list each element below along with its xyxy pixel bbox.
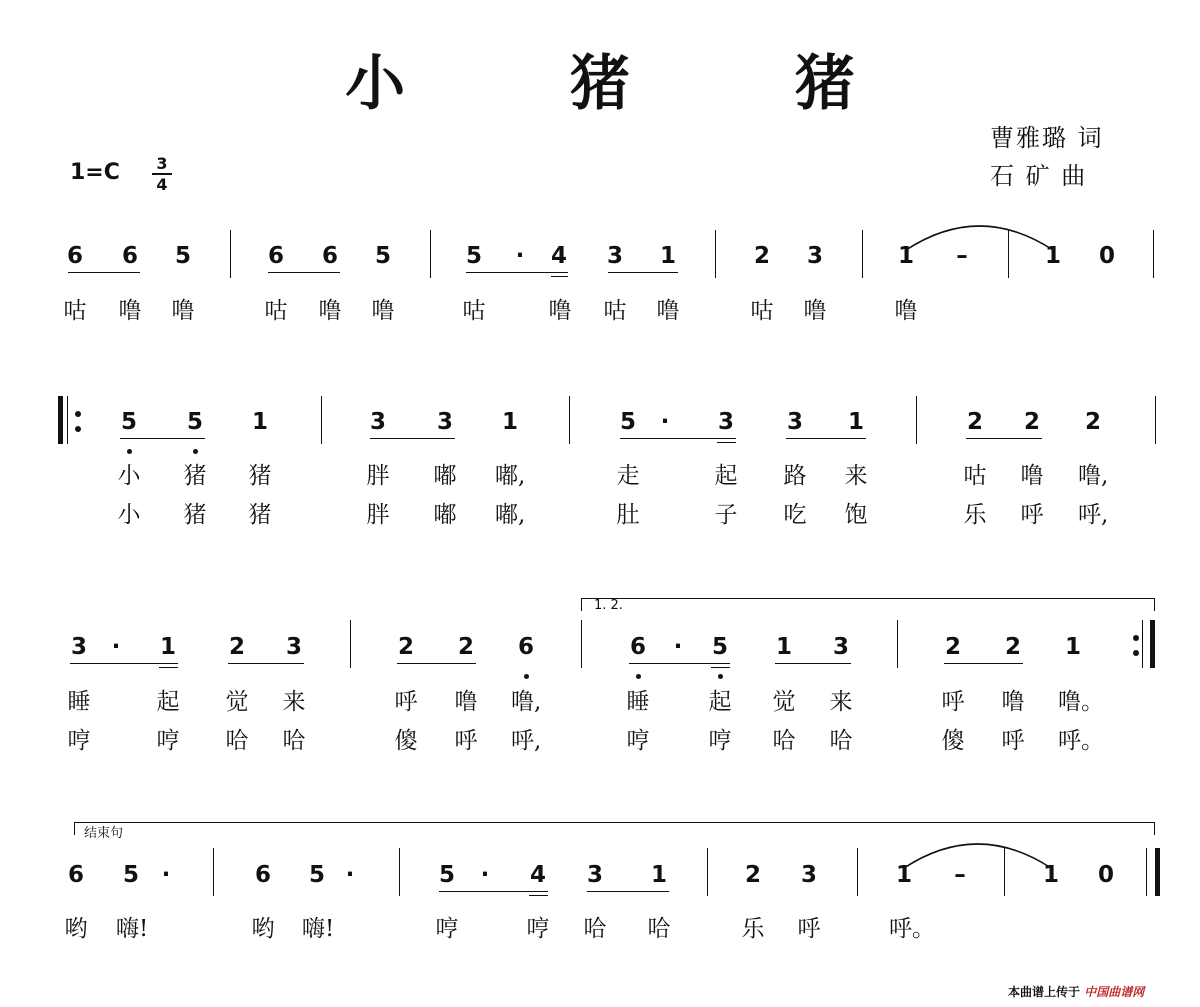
note: 4 (529, 862, 546, 888)
lyric-syllable: 哈 (282, 728, 306, 754)
note: 3 (717, 409, 734, 435)
low-octave-dot (524, 674, 529, 679)
eighth-underline (70, 663, 178, 664)
lyricist-credit: 曹雅璐 词 (990, 124, 1104, 152)
note: 5 (120, 409, 137, 435)
note: 6 (517, 634, 534, 660)
lyric-syllable: 噜, (1078, 463, 1109, 489)
lyric-syllable: 饱 (844, 502, 868, 528)
lyric-syllable: 哈 (583, 916, 607, 942)
note: 3 (586, 862, 603, 888)
low-octave-dot (193, 449, 198, 454)
lyric-syllable: 路 (783, 463, 807, 489)
repeat-dot (1133, 635, 1139, 641)
lyric-syllable: 觉 (772, 689, 796, 715)
end-barline (1153, 230, 1154, 278)
lyric-syllable: 噜 (171, 298, 195, 324)
lyric-syllable: 起 (714, 463, 738, 489)
barline (1004, 848, 1005, 896)
note: · (345, 862, 355, 888)
sixteenth-underline (529, 895, 548, 896)
note: 3 (786, 409, 803, 435)
lyric-syllable: 哼 (435, 916, 459, 942)
lyric-syllable: 子 (714, 502, 738, 528)
lyric-syllable: 睡 (67, 689, 91, 715)
sixteenth-underline (711, 667, 730, 668)
note: · (515, 243, 525, 269)
repeat-end-thin (1142, 620, 1143, 668)
lyric-syllable: 来 (829, 689, 853, 715)
composer-credit: 石 矿 曲 (990, 162, 1088, 190)
lyric-syllable: 哈 (647, 916, 671, 942)
lyric-syllable: 咕 (462, 298, 486, 324)
lyric-syllable: 噜, (511, 689, 542, 715)
note: 1 (847, 409, 864, 435)
lyric-syllable: 吃 (783, 502, 807, 528)
repeat-end-thick (1150, 620, 1155, 668)
barline (213, 848, 214, 896)
lyric-syllable: 噜 (371, 298, 395, 324)
lyric-syllable: 噜 (803, 298, 827, 324)
lyric-syllable: 嘟, (495, 463, 526, 489)
lyric-syllable: 噜 (118, 298, 142, 324)
key-signature: 1=C (70, 160, 120, 185)
barline (350, 620, 351, 668)
time-denominator: 4 (156, 175, 168, 194)
note: 2 (397, 634, 414, 660)
note: 1 (251, 409, 268, 435)
eighth-underline (620, 438, 736, 439)
final-thick (1155, 848, 1160, 896)
note: 3 (285, 634, 302, 660)
note: 2 (966, 409, 983, 435)
barline (430, 230, 431, 278)
lyric-syllable: 呼。 (1058, 728, 1104, 754)
lyric-syllable: 乐 (963, 502, 987, 528)
lyric-syllable: 起 (708, 689, 732, 715)
note: 1 (895, 862, 912, 888)
volta-label: 1. 2. (594, 598, 623, 613)
note: 3 (70, 634, 87, 660)
lyric-syllable: 咕 (963, 463, 987, 489)
eighth-underline (944, 663, 1023, 664)
repeat-dot (1133, 650, 1139, 656)
lyric-syllable: 嗨! (302, 916, 335, 942)
lyric-syllable: 猪 (183, 502, 207, 528)
footer-text: 本曲谱上传于 (1008, 985, 1081, 999)
note: 5 (465, 243, 482, 269)
barline (857, 848, 858, 896)
barline (897, 620, 898, 668)
lyric-syllable: 呼。 (889, 916, 935, 942)
lyric-syllable: 哟 (251, 916, 275, 942)
tie-slur (906, 226, 1053, 250)
lyric-syllable: 呼 (941, 689, 965, 715)
low-octave-dot (127, 449, 132, 454)
lyric-syllable: 傻 (394, 728, 418, 754)
lyric-syllable: 呼 (1020, 502, 1044, 528)
note: – (954, 862, 966, 888)
section-bracket (74, 822, 1155, 835)
lyric-syllable: 呼, (1078, 502, 1109, 528)
note: 2 (1004, 634, 1021, 660)
note: 2 (457, 634, 474, 660)
eighth-underline (608, 272, 678, 273)
barline (707, 848, 708, 896)
lyric-syllable: 噜 (548, 298, 572, 324)
lyric-syllable: 呼 (797, 916, 821, 942)
note: 2 (1084, 409, 1101, 435)
barline (321, 396, 322, 444)
note: 6 (254, 862, 271, 888)
note: 5 (438, 862, 455, 888)
barline (862, 230, 863, 278)
lyric-syllable: 嗨! (116, 916, 149, 942)
footer-brand[interactable]: 中国曲谱网 (1084, 985, 1145, 999)
sixteenth-underline (717, 442, 736, 443)
note: 3 (606, 243, 623, 269)
note: 1 (501, 409, 518, 435)
barline (581, 620, 582, 668)
lyric-syllable: 哼 (67, 728, 91, 754)
note: – (956, 243, 968, 269)
eighth-underline (966, 438, 1042, 439)
note: · (161, 862, 171, 888)
lyric-syllable: 睡 (626, 689, 650, 715)
eighth-underline (439, 891, 548, 892)
lyric-syllable: 嘟 (433, 463, 457, 489)
lyric-syllable: 嘟 (433, 502, 457, 528)
lyric-syllable: 呼, (511, 728, 542, 754)
lyric-syllable: 起 (156, 689, 180, 715)
lyric-syllable: 傻 (941, 728, 965, 754)
note: 2 (753, 243, 770, 269)
lyric-syllable: 噜 (894, 298, 918, 324)
lyric-syllable: 胖 (366, 502, 390, 528)
tie-slur (904, 844, 1051, 868)
note: · (111, 634, 121, 660)
note: 5 (186, 409, 203, 435)
lyric-syllable: 噜 (656, 298, 680, 324)
note: 6 (66, 243, 83, 269)
barline (230, 230, 231, 278)
note: 5 (374, 243, 391, 269)
repeat-dot (75, 411, 81, 417)
note: 5 (711, 634, 728, 660)
lyric-syllable: 哈 (225, 728, 249, 754)
repeat-start-thick (58, 396, 63, 444)
lyric-syllable: 噜 (1020, 463, 1044, 489)
note: 3 (806, 243, 823, 269)
note: 5 (174, 243, 191, 269)
note: 4 (550, 243, 567, 269)
lyric-syllable: 小 (117, 502, 141, 528)
note: 2 (1023, 409, 1040, 435)
sixteenth-underline (159, 667, 178, 668)
eighth-underline (228, 663, 304, 664)
note: 1 (897, 243, 914, 269)
lyric-syllable: 胖 (366, 463, 390, 489)
note: 5 (619, 409, 636, 435)
lyric-syllable: 噜。 (1058, 689, 1104, 715)
note: 1 (1042, 862, 1059, 888)
repeat-start-thin (67, 396, 68, 444)
note: 2 (944, 634, 961, 660)
lyric-syllable: 哈 (829, 728, 853, 754)
eighth-underline (775, 663, 851, 664)
note: 1 (775, 634, 792, 660)
note: 6 (67, 862, 84, 888)
lyric-syllable: 小 (117, 463, 141, 489)
note: 2 (744, 862, 761, 888)
lyric-syllable: 噜 (454, 689, 478, 715)
note: 6 (267, 243, 284, 269)
end-barline (1155, 396, 1156, 444)
lyric-syllable: 呼 (394, 689, 418, 715)
note: 3 (369, 409, 386, 435)
lyric-syllable: 来 (844, 463, 868, 489)
eighth-underline (268, 272, 340, 273)
low-octave-dot (636, 674, 641, 679)
section-bracket (581, 598, 1155, 611)
note: 1 (159, 634, 176, 660)
low-octave-dot (718, 674, 723, 679)
note: 3 (800, 862, 817, 888)
lyric-syllable: 呼 (454, 728, 478, 754)
barline (399, 848, 400, 896)
lyric-syllable: 走 (616, 463, 640, 489)
lyric-syllable: 猪 (183, 463, 207, 489)
lyric-syllable: 咕 (603, 298, 627, 324)
note: 1 (659, 243, 676, 269)
note: · (673, 634, 683, 660)
lyric-syllable: 呼 (1001, 728, 1025, 754)
lyric-syllable: 噜 (1001, 689, 1025, 715)
note: 1 (1044, 243, 1061, 269)
barline (569, 396, 570, 444)
lyric-syllable: 咕 (750, 298, 774, 324)
note: · (660, 409, 670, 435)
note: 3 (436, 409, 453, 435)
lyric-syllable: 猪 (248, 502, 272, 528)
eighth-underline (629, 663, 730, 664)
lyric-syllable: 哼 (626, 728, 650, 754)
note: 3 (832, 634, 849, 660)
lyric-syllable: 嘟, (495, 502, 526, 528)
lyric-syllable: 哼 (526, 916, 550, 942)
note: 0 (1097, 862, 1114, 888)
note: 6 (121, 243, 138, 269)
eighth-underline (120, 438, 205, 439)
lyric-syllable: 哼 (708, 728, 732, 754)
eighth-underline (786, 438, 866, 439)
note: 1 (1064, 634, 1081, 660)
lyric-syllable: 咕 (264, 298, 288, 324)
lyric-syllable: 乐 (741, 916, 765, 942)
lyric-syllable: 觉 (225, 689, 249, 715)
ending-label: 结束句 (84, 826, 124, 841)
barline (916, 396, 917, 444)
final-thin (1146, 848, 1147, 896)
barline (715, 230, 716, 278)
sixteenth-underline (551, 276, 568, 277)
note: 1 (650, 862, 667, 888)
note: 5 (122, 862, 139, 888)
note: 0 (1098, 243, 1115, 269)
note: 2 (228, 634, 245, 660)
eighth-underline (587, 891, 669, 892)
lyric-syllable: 肚 (616, 502, 640, 528)
note: 6 (321, 243, 338, 269)
lyric-syllable: 咕 (63, 298, 87, 324)
lyric-syllable: 哟 (64, 916, 88, 942)
repeat-dot (75, 426, 81, 432)
barline (1008, 230, 1009, 278)
lyric-syllable: 哼 (156, 728, 180, 754)
time-numerator: 3 (152, 154, 172, 175)
note: 6 (629, 634, 646, 660)
eighth-underline (68, 272, 140, 273)
note: · (480, 862, 490, 888)
eighth-underline (466, 272, 568, 273)
note: 5 (308, 862, 325, 888)
lyric-syllable: 哈 (772, 728, 796, 754)
song-title: 小 猪 猪 (345, 49, 927, 119)
lyric-syllable: 噜 (318, 298, 342, 324)
lyric-syllable: 来 (282, 689, 306, 715)
eighth-underline (397, 663, 476, 664)
lyric-syllable: 猪 (248, 463, 272, 489)
eighth-underline (370, 438, 455, 439)
